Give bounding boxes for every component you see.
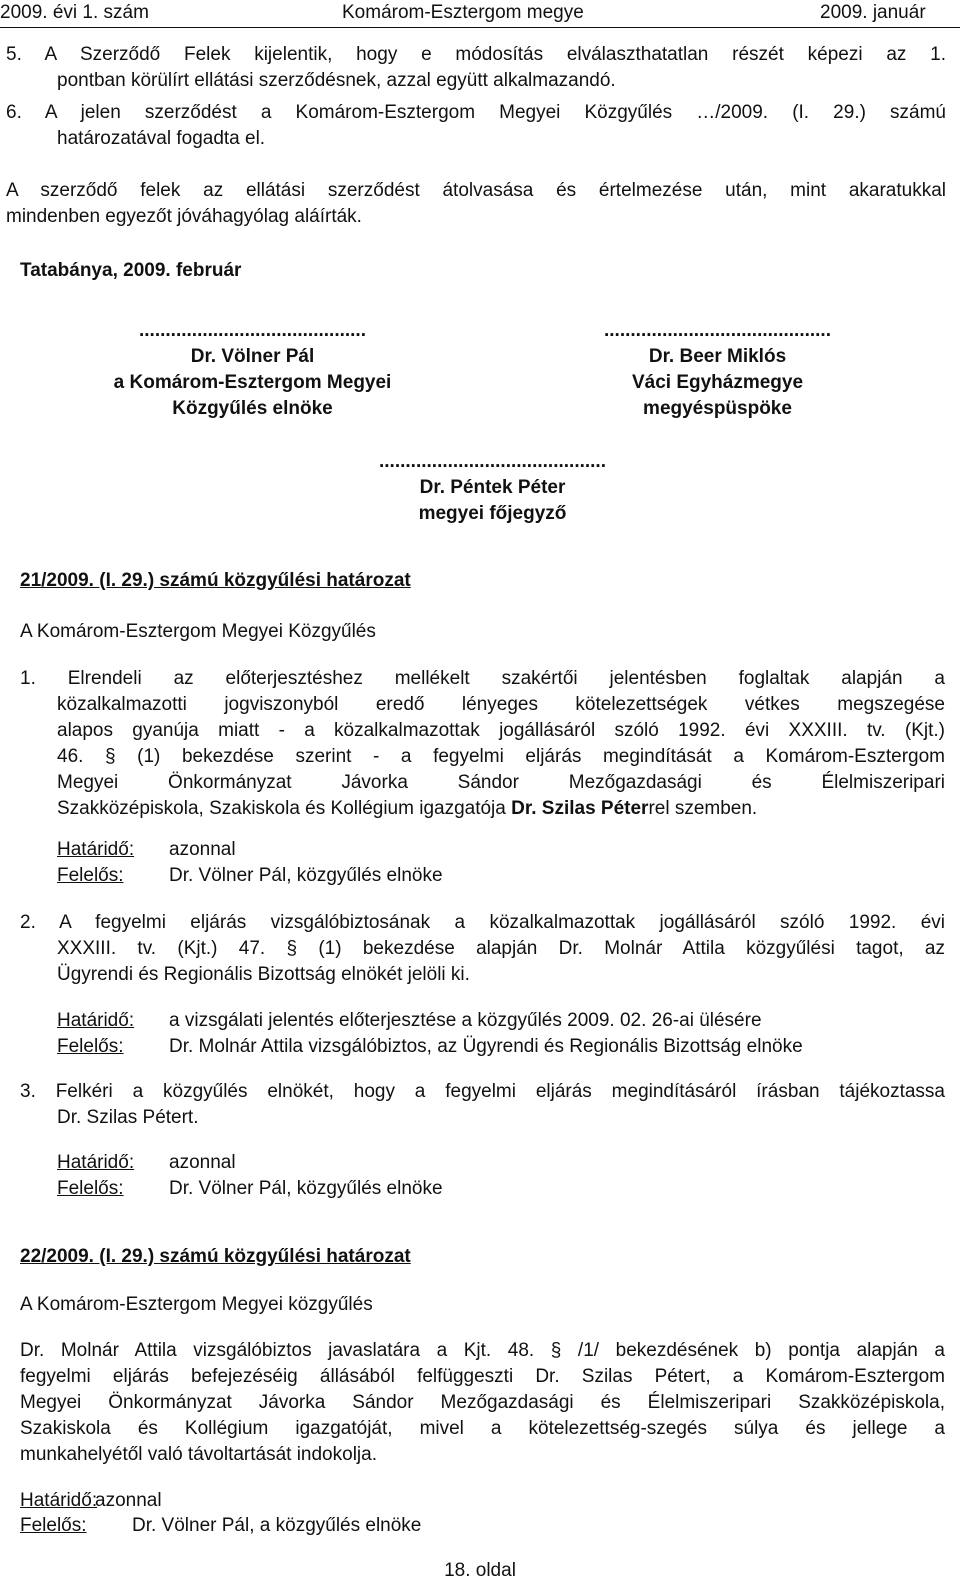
text-line: Szakközépiskola, Szakiskola és Kollégium igazgatója Dr. Szilas Péterrel szemben. [57,798,758,819]
place-date: Tatabánya, 2009. február [20,260,242,281]
resolution-21-body: A Komárom-Esztergom Megyei Közgyűlés [20,621,376,642]
responsible-row [20,1513,421,1539]
responsible-value: Dr. Völner Pál, közgyűlés elnöke [169,865,443,886]
text-line: 6. A jelen szerződést a Komárom-Esztergom Megyei Közgyűlés …/2009. (I. 29.) számú [6,102,946,123]
text-line: 46. § (1) bekezdése szerint - a fegyelmi eljárás megindítását a Komárom-Esztergom [57,746,945,767]
page-number: 18. oldal [444,1560,516,1581]
signature-dots: ........................................... [379,451,606,472]
deadline-row [57,1150,236,1176]
responsible-row [57,1176,443,1202]
resolution-22-title: 22/2009. (I. 29.) számú közgyűlési határozat [20,1246,411,1267]
deadline-label: Határidő: [20,1490,98,1511]
signatory-name: Dr. Beer Miklós [648,346,787,367]
resolution-21-item-1 [20,666,945,822]
responsible-row [57,1034,803,1060]
text-line: munkahelyétől való távoltartását indokolja. [20,1444,377,1465]
signatory-name: Dr. Péntek Péter [419,477,566,498]
signature-dots: ........................................... [139,320,366,341]
text-line: A szerződő felek az ellátási szerződést átolvasása és értelmezése után, mint akaratukkal [6,180,946,201]
text-line: 3. Felkéri a közgyűlés elnökét, hogy a fegyelmi eljárás megindításáról írásban tájékoztassa [20,1081,945,1102]
paragraph-6 [6,100,946,152]
signature-dots: ........................................... [604,320,831,341]
text-line: fegyelmi eljárás befejezéséig állásából felfüggeszti Dr. Szilas Pétert, a Komárom-Esztergom [20,1366,945,1387]
signature-left [80,318,425,422]
text-line: 5. A Szerződő Felek kijelentik, hogy e módosítás elválaszthatatlan részét képezi az 1. [6,44,946,65]
responsible-label: Felelős: [57,865,124,886]
signatory-name: Dr. Völner Pál [190,346,315,367]
deadline-label: Határidő: [57,839,135,860]
deadline-label: Határidő: [57,1152,135,1173]
deadline-value: azonnal [169,839,236,860]
responsible-value: Dr. Völner Pál, a közgyűlés elnöke [132,1515,422,1536]
text-line: Megyei Önkormányzat Jávorka Sándor Mezőgazdasági és Élelmiszeripari [57,772,945,793]
closing-statement [6,178,946,230]
header-issue: 2009. évi 1. szám [0,2,149,23]
signatory-title: megyei főjegyző [418,503,567,524]
responsible-label: Felelős: [57,1178,124,1199]
deadline-row [57,1008,762,1034]
responsible-label: Felelős: [20,1515,87,1536]
text-line: alapos gyanúja miatt - a közalkalmazottak jogállásáról szóló 1992. évi XXXIII. tv. (Kjt.) [57,720,945,741]
text-line: 1. Elrendeli az előterjesztéshez mellékelt szakértői jelentésben foglaltak alapján a [20,668,945,689]
responsible-row [57,863,443,889]
signatory-title: Váci Egyházmegye [631,372,804,393]
responsible-label: Felelős: [57,1036,124,1057]
signatory-title: a Komárom-Esztergom Megyei [113,372,392,393]
resolution-21-item-3 [20,1079,945,1131]
text-line: 2. A fegyelmi eljárás vizsgálóbiztosának a közalkalmazottak jogállásáról szóló 1992. évi [20,912,945,933]
signature-right [545,318,890,422]
text-line: közalkalmazotti jogviszonyból eredő lényeges kötelezettségek vétkes megszegése [57,694,945,715]
text-line: határozatával fogadta el. [57,128,266,149]
page-header [0,0,960,30]
text-line: pontban körülírt ellátási szerződésnek, azzal együtt alkalmazandó. [57,70,616,91]
signature-center [320,449,665,527]
header-rule [0,27,960,28]
person-name: Dr. Szilas Péter [511,798,649,819]
deadline-value: azonnal [95,1490,162,1511]
text-line: Dr. Molnár Attila vizsgálóbiztos javaslatára a Kjt. 48. § /1/ bekezdésének b) pontja alapján a [20,1340,945,1361]
signatory-title: megyéspüspöke [643,398,792,419]
text-line: Szakiskola és Kollégium igazgatóját, mivel a kötelezettség-szegés súlya és jellege a [20,1418,945,1439]
deadline-row [57,837,236,863]
resolution-21-item-2 [20,910,945,988]
text-line: Dr. Szilas Pétert. [57,1107,199,1128]
responsible-value: Dr. Molnár Attila vizsgálóbiztos, az Ügyrendi és Regionális Bizottság elnöke [169,1036,803,1057]
paragraph-5 [6,42,946,94]
resolution-22-text [20,1338,945,1468]
header-date: 2009. január [820,2,926,23]
signatory-title: Közgyűlés elnöke [172,398,333,419]
text-line: mindenben egyezőt jóváhagyólag aláírták. [6,206,362,227]
text-line: Megyei Önkormányzat Jávorka Sándor Mezőgazdasági és Élelmiszeripari Szakközépiskola, [20,1392,945,1413]
text-line: Ügyrendi és Regionális Bizottság elnökét jelöli ki. [57,964,470,985]
header-county: Komárom-Esztergom megye [342,2,584,23]
text-line: XXXIII. tv. (Kjt.) 47. § (1) bekezdése alapján Dr. Molnár Attila közgyűlési tagot, az [57,938,945,959]
deadline-value: a vizsgálati jelentés előterjesztése a közgyűlés 2009. 02. 26-ai ülésére [169,1010,762,1031]
resolution-22-body: A Komárom-Esztergom Megyei közgyűlés [20,1294,373,1315]
deadline-value: azonnal [169,1152,236,1173]
responsible-value: Dr. Völner Pál, közgyűlés elnöke [169,1178,443,1199]
resolution-21-title: 21/2009. (I. 29.) számú közgyűlési határozat [20,570,411,591]
deadline-row [20,1488,162,1514]
deadline-label: Határidő: [57,1010,135,1031]
